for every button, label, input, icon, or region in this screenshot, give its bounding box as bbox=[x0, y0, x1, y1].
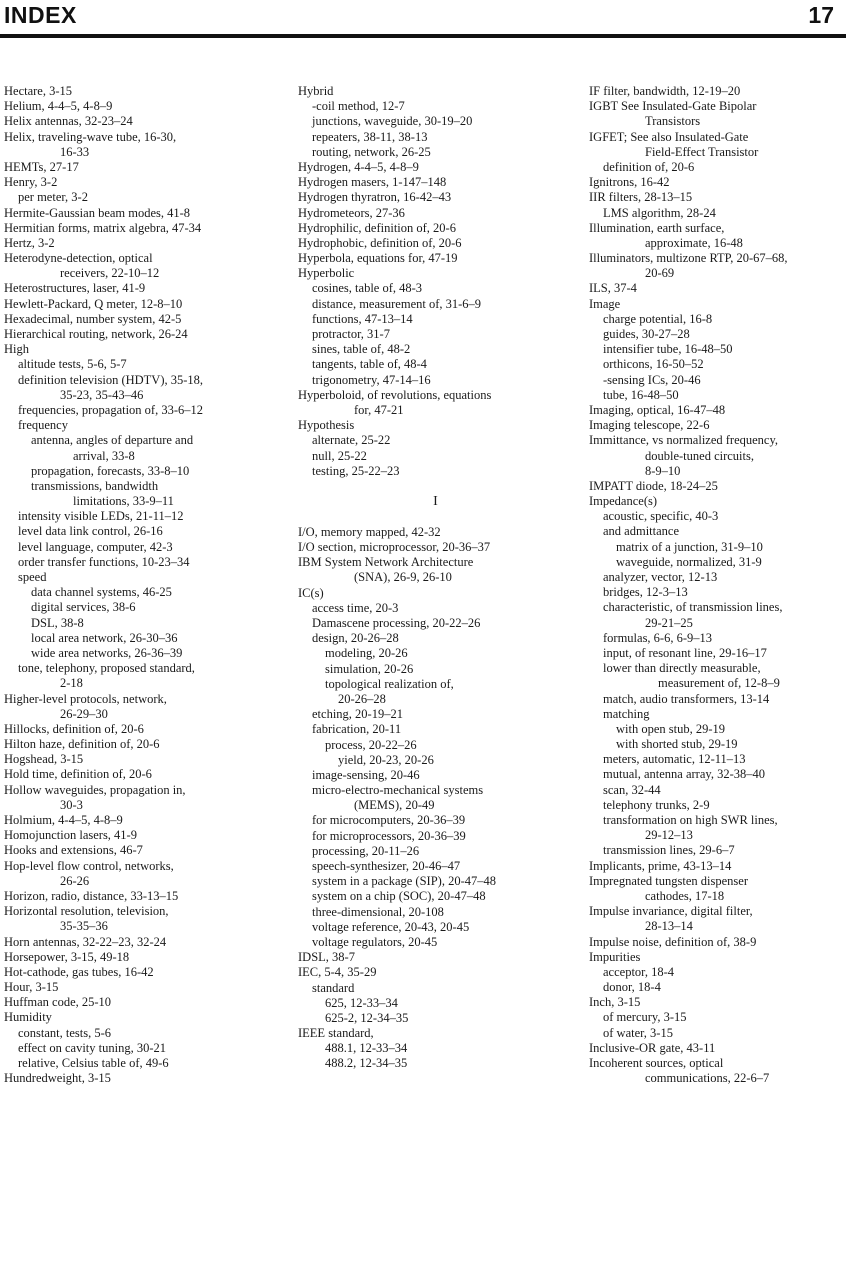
index-subentry: scan, 32-44 bbox=[603, 782, 661, 797]
index-entry: Hyperboloid, of revolutions, equations bbox=[298, 387, 492, 402]
page-number: 17 bbox=[808, 2, 834, 28]
index-subentry: fabrication, 20-11 bbox=[312, 722, 402, 737]
index-subentry: orthicons, 16-50–52 bbox=[603, 357, 704, 372]
index-column-1 bbox=[4, 84, 274, 1086]
index-subentry: DSL, 38-8 bbox=[31, 615, 84, 630]
index-entry: Hyperbolic bbox=[298, 266, 355, 281]
index-entry: Hogshead, 3-15 bbox=[4, 752, 84, 767]
index-subentry: modeling, 20-26 bbox=[325, 646, 408, 661]
index-subentry: 29-21–25 bbox=[645, 615, 693, 630]
index-subentry: level data link control, 26-16 bbox=[18, 524, 163, 539]
index-entry: Heterostructures, laser, 41-9 bbox=[4, 281, 146, 296]
index-entry: Hydrogen, 4-4–5, 4-8–9 bbox=[298, 159, 419, 174]
index-subentry: testing, 25-22–23 bbox=[312, 463, 400, 478]
index-subentry: intensity visible LEDs, 21-11–12 bbox=[18, 509, 184, 524]
index-subentry: acoustic, specific, 40-3 bbox=[603, 509, 719, 524]
index-subentry: cathodes, 17-18 bbox=[645, 888, 725, 903]
index-entry: Hydrogen masers, 1-147–148 bbox=[298, 175, 447, 190]
index-entry: Impulse invariance, digital filter, bbox=[589, 904, 753, 919]
index-subentry: 8-9–10 bbox=[645, 463, 681, 478]
index-entry: Horizon, radio, distance, 33-13–15 bbox=[4, 888, 179, 903]
index-subentry: Field-Effect Transistor bbox=[645, 144, 759, 159]
index-subentry: 35-35–36 bbox=[60, 919, 108, 934]
index-subentry: simulation, 20-26 bbox=[325, 661, 414, 676]
index-subentry: LMS algorithm, 28-24 bbox=[603, 205, 716, 220]
index-subentry: routing, network, 26-25 bbox=[312, 144, 431, 159]
index-entry: IEC, 5-4, 35-29 bbox=[298, 965, 377, 980]
index-entry: Hermite-Gaussian beam modes, 41-8 bbox=[4, 205, 191, 220]
index-entry: IGFET; See also Insulated-Gate bbox=[589, 129, 749, 144]
index-subentry: functions, 47-13–14 bbox=[312, 311, 413, 326]
index-entry: IGBT See Insulated-Gate Bipolar bbox=[589, 99, 757, 114]
index-entry: Homojunction lasers, 41-9 bbox=[4, 828, 137, 843]
header-rule bbox=[0, 34, 846, 38]
index-subentry: matrix of a junction, 31-9–10 bbox=[616, 539, 763, 554]
index-entry: Helix, traveling-wave tube, 16-30, bbox=[4, 129, 177, 144]
index-subentry: standard bbox=[312, 980, 355, 995]
index-entry: Hillocks, definition of, 20-6 bbox=[4, 721, 144, 736]
index-subentry: communications, 22-6–7 bbox=[645, 1071, 770, 1086]
index-subentry: with shorted stub, 29-19 bbox=[616, 737, 738, 752]
index-subentry: speed bbox=[18, 570, 47, 584]
index-column-2 bbox=[298, 84, 573, 1072]
index-subentry: (SNA), 26-9, 26-10 bbox=[354, 570, 452, 585]
index-entry: Hydrometeors, 27-36 bbox=[298, 205, 405, 220]
index-entry: Hot-cathode, gas tubes, 16-42 bbox=[4, 964, 154, 979]
index-subentry: design, 20-26–28 bbox=[312, 631, 399, 646]
index-subentry: 488.2, 12-34–35 bbox=[325, 1056, 408, 1071]
index-subentry: bridges, 12-3–13 bbox=[603, 585, 688, 600]
index-entry: Incoherent sources, optical bbox=[589, 1056, 724, 1070]
index-subentry: 26-29–30 bbox=[60, 706, 108, 721]
index-entry: Inclusive-OR gate, 43-11 bbox=[589, 1040, 716, 1055]
index-entry: Hybrid bbox=[298, 84, 334, 98]
index-subentry: etching, 20-19–21 bbox=[312, 707, 403, 722]
index-subentry: intensifier tube, 16-48–50 bbox=[603, 342, 733, 357]
index-subentry: of water, 3-15 bbox=[603, 1025, 673, 1040]
index-subentry: 29-12–13 bbox=[645, 828, 693, 843]
index-subentry: lower than directly measurable, bbox=[603, 661, 761, 676]
index-subentry: for microprocessors, 20-36–39 bbox=[312, 828, 466, 843]
index-subentry: receivers, 22-10–12 bbox=[60, 266, 160, 281]
index-subentry: transformation on high SWR lines, bbox=[603, 813, 778, 827]
index-subentry: 20-26–28 bbox=[338, 691, 386, 706]
index-subentry: guides, 30-27–28 bbox=[603, 327, 690, 341]
index-entry: Hour, 3-15 bbox=[4, 980, 59, 995]
index-subentry: frequency bbox=[18, 418, 68, 433]
index-subentry: system in a package (SIP), 20-47–48 bbox=[312, 874, 496, 889]
index-entry: Hyperbola, equations for, 47-19 bbox=[298, 251, 458, 266]
index-entry: IEEE standard, bbox=[298, 1026, 374, 1041]
index-subentry: micro-electro-mechanical systems bbox=[312, 783, 484, 798]
index-subentry: analyzer, vector, 12-13 bbox=[603, 570, 718, 584]
index-entry: Imaging telescope, 22-6 bbox=[589, 418, 710, 433]
index-subentry: of mercury, 3-15 bbox=[603, 1010, 687, 1025]
index-entry: IDSL, 38-7 bbox=[298, 950, 355, 965]
index-subentry: telephony trunks, 2-9 bbox=[603, 797, 710, 812]
index-subentry: meters, automatic, 12-11–13 bbox=[603, 752, 746, 767]
index-subentry: sines, table of, 48-2 bbox=[312, 342, 411, 357]
index-subentry: measurement of, 12-8–9 bbox=[658, 676, 780, 691]
index-subentry: 20-69 bbox=[645, 266, 675, 281]
index-subentry: yield, 20-23, 20-26 bbox=[338, 752, 434, 767]
index-entry: Immittance, vs normalized frequency, bbox=[589, 433, 779, 448]
index-subentry: distance, measurement of, 31-6–9 bbox=[312, 296, 482, 311]
index-entry: IF filter, bandwidth, 12-19–20 bbox=[589, 84, 741, 98]
index-entry: Hexadecimal, number system, 42-5 bbox=[4, 311, 182, 326]
index-entry: HEMTs, 27-17 bbox=[4, 159, 79, 174]
index-subentry: relative, Celsius table of, 49-6 bbox=[18, 1056, 169, 1070]
index-subentry: tone, telephony, proposed standard, bbox=[18, 661, 195, 676]
index-subentry: transmissions, bandwidth bbox=[31, 478, 159, 493]
index-entry: Hydrophilic, definition of, 20-6 bbox=[298, 220, 456, 235]
index-subentry: voltage reference, 20-43, 20-45 bbox=[312, 919, 470, 934]
index-subentry: arrival, 33-8 bbox=[73, 448, 135, 463]
index-subentry: wide area networks, 26-36–39 bbox=[31, 645, 183, 660]
index-subentry: image-sensing, 20-46 bbox=[312, 767, 420, 782]
index-entry: Implicants, prime, 43-13–14 bbox=[589, 858, 732, 873]
index-entry: Helix antennas, 32-23–24 bbox=[4, 114, 133, 129]
index-subentry: per meter, 3-2 bbox=[18, 190, 88, 205]
index-subentry: matching bbox=[603, 706, 650, 721]
index-subentry: and admittance bbox=[603, 524, 680, 539]
index-entry: Horn antennas, 32-22–23, 32-24 bbox=[4, 934, 167, 949]
index-subentry: order transfer functions, 10-23–34 bbox=[18, 554, 190, 569]
index-subentry: speech-synthesizer, 20-46–47 bbox=[312, 859, 461, 873]
index-entry: Hop-level flow control, networks, bbox=[4, 858, 174, 873]
index-entry: Hectare, 3-15 bbox=[4, 84, 73, 98]
index-subentry: charge potential, 16-8 bbox=[603, 311, 713, 326]
index-subentry: cosines, table of, 48-3 bbox=[312, 281, 423, 296]
index-subentry: junctions, waveguide, 30-19–20 bbox=[312, 114, 473, 129]
index-entry: I/O section, microprocessor, 20-36–37 bbox=[298, 540, 491, 555]
index-subentry: effect on cavity tuning, 30-21 bbox=[18, 1040, 166, 1055]
index-entry: High bbox=[4, 342, 29, 357]
index-entry: Humidity bbox=[4, 1010, 52, 1025]
index-subentry: match, audio transformers, 13-14 bbox=[603, 691, 770, 706]
index-subentry: double-tuned circuits, bbox=[645, 448, 754, 463]
index-entry: Illumination, earth surface, bbox=[589, 220, 725, 235]
index-subentry: input, of resonant line, 29-16–17 bbox=[603, 645, 767, 660]
index-entry: IBM System Network Architecture bbox=[298, 555, 474, 570]
index-entry: Huffman code, 25-10 bbox=[4, 995, 112, 1010]
index-subentry: 2-18 bbox=[60, 676, 83, 691]
index-subentry: 625, 12-33–34 bbox=[325, 995, 398, 1010]
index-entry: Ignitrons, 16-42 bbox=[589, 175, 670, 190]
index-subentry: antenna, angles of departure and bbox=[31, 433, 194, 448]
index-subentry: formulas, 6-6, 6-9–13 bbox=[603, 630, 713, 645]
index-subentry: three-dimensional, 20-108 bbox=[312, 904, 444, 919]
section-letter: I bbox=[433, 493, 438, 509]
index-subentry: voltage regulators, 20-45 bbox=[312, 934, 438, 949]
index-subentry: with open stub, 29-19 bbox=[616, 721, 726, 736]
index-entry: Inch, 3-15 bbox=[589, 995, 641, 1010]
index-subentry: approximate, 16-48 bbox=[645, 235, 743, 250]
index-entry: Hypothesis bbox=[298, 418, 355, 433]
index-entry: Holmium, 4-4–5, 4-8–9 bbox=[4, 813, 123, 827]
index-entry: I/O, memory mapped, 42-32 bbox=[298, 524, 441, 539]
index-entry: Impregnated tungsten dispenser bbox=[589, 873, 748, 888]
index-subentry: 35-23, 35-43–46 bbox=[60, 387, 144, 402]
index-subentry: Damascene processing, 20-22–26 bbox=[312, 616, 481, 630]
index-subentry: -coil method, 12-7 bbox=[312, 99, 405, 114]
index-subentry: limitations, 33-9–11 bbox=[73, 494, 174, 509]
index-entry: Hertz, 3-2 bbox=[4, 235, 55, 250]
index-subentry: tangents, table of, 48-4 bbox=[312, 357, 427, 372]
index-subentry: 30-3 bbox=[60, 797, 83, 812]
index-entry: Hewlett-Packard, Q meter, 12-8–10 bbox=[4, 296, 183, 311]
index-entry: Hydrophobic, definition of, 20-6 bbox=[298, 235, 462, 250]
index-subentry: Transistors bbox=[645, 114, 701, 129]
index-subentry: access time, 20-3 bbox=[312, 600, 399, 615]
page-header bbox=[0, 0, 846, 34]
index-subentry: -sensing ICs, 20-46 bbox=[603, 372, 701, 387]
index-entry: Impurities bbox=[589, 949, 641, 964]
index-column-3 bbox=[589, 84, 844, 1086]
index-entry: Hierarchical routing, network, 26-24 bbox=[4, 327, 188, 341]
index-entry: Impedance(s) bbox=[589, 494, 658, 509]
index-subentry: waveguide, normalized, 31-9 bbox=[616, 554, 762, 569]
index-entry: Heterodyne-detection, optical bbox=[4, 251, 153, 266]
index-entry: Hydrogen thyratron, 16-42–43 bbox=[298, 190, 452, 205]
index-subentry: 28-13–14 bbox=[645, 919, 693, 934]
index-entry: Imaging, optical, 16-47–48 bbox=[589, 402, 726, 417]
index-subentry: transmission lines, 29-6–7 bbox=[603, 843, 735, 858]
index-entry: Hermitian forms, matrix algebra, 47-34 bbox=[4, 220, 202, 235]
index-entry: Hooks and extensions, 46-7 bbox=[4, 843, 143, 858]
index-entry: IIR filters, 28-13–15 bbox=[589, 190, 693, 205]
index-entry: Helium, 4-4–5, 4-8–9 bbox=[4, 99, 113, 114]
index-subentry: level language, computer, 42-3 bbox=[18, 539, 173, 554]
index-entry: Hilton haze, definition of, 20-6 bbox=[4, 737, 160, 752]
index-subentry: data channel systems, 46-25 bbox=[31, 585, 172, 600]
index-entry: ILS, 37-4 bbox=[589, 281, 637, 296]
index-subentry: digital services, 38-6 bbox=[31, 600, 136, 615]
index-subentry: donor, 18-4 bbox=[603, 980, 661, 995]
index-subentry: repeaters, 38-11, 38-13 bbox=[312, 129, 428, 144]
index-entry: Horizontal resolution, television, bbox=[4, 904, 169, 919]
index-title: INDEX bbox=[4, 2, 77, 28]
index-subentry: for, 47-21 bbox=[354, 402, 404, 417]
index-subentry: 488.1, 12-33–34 bbox=[325, 1041, 408, 1056]
index-subentry: 16-33 bbox=[60, 144, 90, 159]
index-subentry: processing, 20-11–26 bbox=[312, 843, 420, 858]
index-subentry: (MEMS), 20-49 bbox=[354, 798, 435, 813]
index-subentry: system on a chip (SOC), 20-47–48 bbox=[312, 889, 486, 904]
index-entry: Horsepower, 3-15, 49-18 bbox=[4, 949, 130, 964]
index-entry: Hollow waveguides, propagation in, bbox=[4, 782, 186, 797]
index-subentry: local area network, 26-30–36 bbox=[31, 630, 178, 645]
index-subentry: frequencies, propagation of, 33-6–12 bbox=[18, 402, 204, 417]
index-entry: Hold time, definition of, 20-6 bbox=[4, 767, 152, 782]
index-subentry: for microcomputers, 20-36–39 bbox=[312, 813, 466, 828]
index-subentry: propagation, forecasts, 33-8–10 bbox=[31, 463, 190, 478]
index-subentry: 625-2, 12-34–35 bbox=[325, 1010, 409, 1025]
index-entry: IC(s) bbox=[298, 585, 324, 600]
index-subentry: process, 20-22–26 bbox=[325, 737, 417, 752]
index-subentry: definition television (HDTV), 35-18, bbox=[18, 372, 204, 387]
index-entry: Impulse noise, definition of, 38-9 bbox=[589, 934, 757, 949]
index-entry: Illuminators, multizone RTP, 20-67–68, bbox=[589, 251, 788, 266]
index-subentry: altitude tests, 5-6, 5-7 bbox=[18, 357, 127, 372]
index-subentry: alternate, 25-22 bbox=[312, 433, 391, 448]
index-subentry: trigonometry, 47-14–16 bbox=[312, 372, 431, 387]
index-entry: IMPATT diode, 18-24–25 bbox=[589, 478, 718, 493]
index-entry: Hundredweight, 3-15 bbox=[4, 1071, 111, 1086]
index-entry: Image bbox=[589, 296, 621, 311]
index-subentry: acceptor, 18-4 bbox=[603, 964, 674, 979]
index-subentry: null, 25-22 bbox=[312, 448, 367, 463]
index-subentry: definition of, 20-6 bbox=[603, 159, 695, 174]
index-subentry: topological realization of, bbox=[325, 676, 454, 691]
index-subentry: tube, 16-48–50 bbox=[603, 387, 679, 402]
index-subentry: characteristic, of transmission lines, bbox=[603, 600, 783, 615]
index-entry: Henry, 3-2 bbox=[4, 175, 58, 190]
index-subentry: mutual, antenna array, 32-38–40 bbox=[603, 767, 765, 782]
index-entry: Higher-level protocols, network, bbox=[4, 691, 167, 706]
index-subentry: constant, tests, 5-6 bbox=[18, 1025, 112, 1040]
index-subentry: 26-26 bbox=[60, 873, 90, 888]
index-subentry: protractor, 31-7 bbox=[312, 327, 390, 341]
